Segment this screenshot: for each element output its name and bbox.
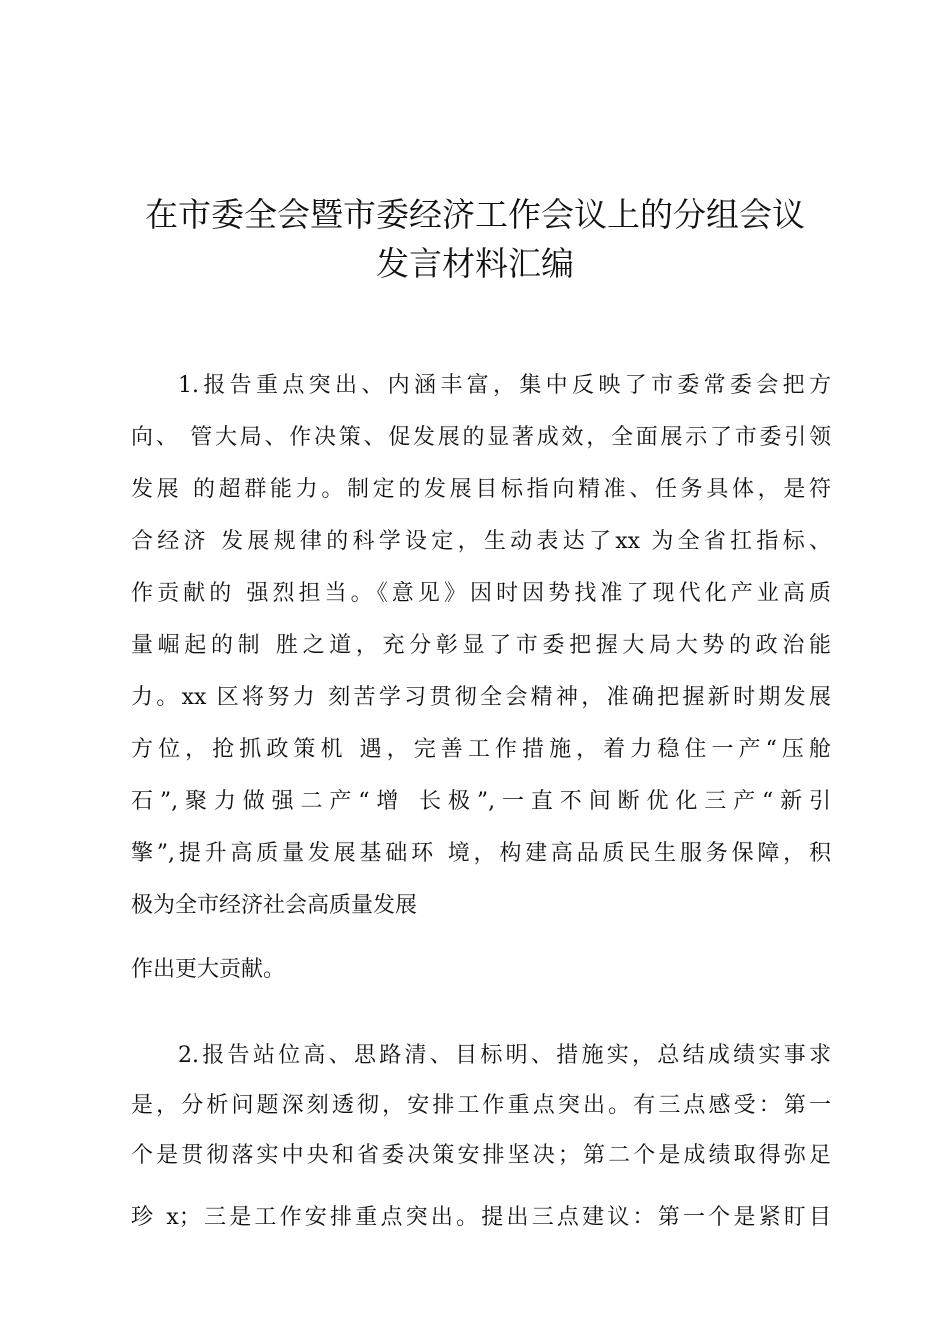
- paragraph-2-line-3: 个是贯彻落实中央和省委决策安排坚决；第二个是成绩取得弥足: [131, 1143, 831, 1168]
- paragraph-1-line-5: 作贡献的 强烈担当。《意见》因时因势找准了现代化产业高质: [131, 581, 831, 606]
- paragraph-1-line-11: 极为全市经济社会高质量发展: [131, 893, 418, 918]
- paragraph-1-line-7: 力。xx 区将努力 刻苦学习贯彻全会精神，准确把握新时期发展: [131, 685, 831, 710]
- paragraph-1-line-9: 石”,聚力做强二产“增 长极”,一直不间断优化三产“新引: [131, 789, 831, 814]
- paragraph-1-line-1: 1.报告重点突出、内涵丰富，集中反映了市委常委会把方: [178, 373, 831, 398]
- document-title-line-2: 发言材料汇编: [376, 244, 574, 283]
- paragraph-1-line-8: 方位，抢抓政策机 遇，完善工作措施，着力稳住一产“压舱: [131, 737, 831, 762]
- paragraph-1-line-2: 向、 管大局、作决策、促发展的显著成效，全面展示了市委引领: [131, 425, 831, 450]
- paragraph-1-line-3: 发展 的超群能力。制定的发展目标指向精准、任务具体，是符: [131, 477, 831, 502]
- paragraph-2-line-2: 是，分析问题深刻透彻，安排工作重点突出。有三点感受：第一: [131, 1093, 831, 1118]
- paragraph-2-line-4: 珍 x；三是工作安排重点突出。提出三点建议：第一个是紧盯目: [131, 1205, 831, 1230]
- paragraph-1-line-4: 合经济 发展规律的科学设定，生动表达了xx 为全省扛指标、: [131, 529, 831, 554]
- paragraph-2-line-1: 2.报告站位高、思路清、目标明、措施实，总结成绩实事求: [178, 1043, 831, 1068]
- paragraph-1-line-6: 量崛起的制 胜之道，充分彰显了市委把握大局大势的政治能: [131, 633, 831, 658]
- paragraph-1-line-10: 擎”,提升高质量发展基础环 境，构建高品质民生服务保障，积: [131, 841, 831, 866]
- document-title-line-1: 在市委全会暨市委经济工作会议上的分组会议: [145, 195, 805, 234]
- paragraph-1-tail: 作出更大贡献。: [131, 957, 286, 982]
